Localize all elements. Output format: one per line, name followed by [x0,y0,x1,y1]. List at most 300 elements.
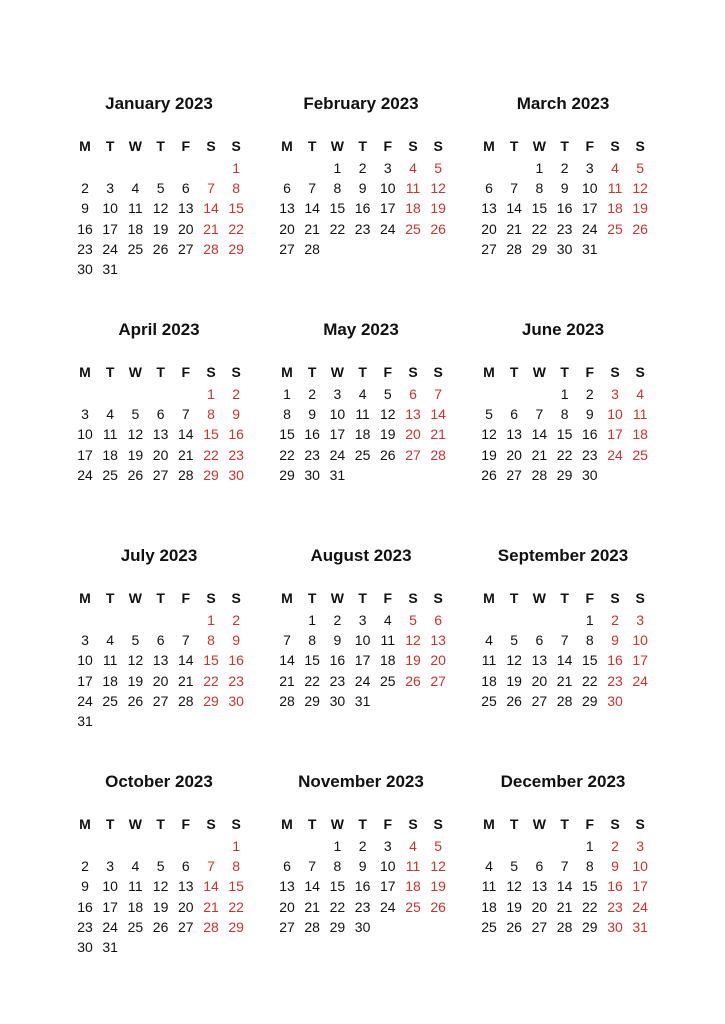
day: 1 [283,386,291,402]
day: 18 [380,652,396,669]
day: 19 [481,446,497,463]
day: 14 [304,878,320,895]
weekday-header: S [408,816,418,832]
month-title: October 2023 [105,772,213,791]
day: 1 [535,160,544,176]
weekday-header: T [105,816,115,832]
day: 10 [77,652,93,669]
day: 17 [354,652,371,669]
weekday-header: T [307,816,317,832]
day: 10 [102,200,118,217]
weekday-header: T [105,364,115,380]
day: 29 [556,466,573,483]
day: 1 [585,612,594,628]
weekday-header: S [408,590,418,606]
day: 25 [127,240,144,257]
day: 3 [383,838,392,854]
weekend-day: 16 [607,878,623,895]
day: 21 [556,672,573,689]
weekend-day: 14 [430,406,446,423]
month-title: December 2023 [500,772,626,791]
day: 12 [152,878,169,895]
weekday-header: S [231,816,241,832]
day: 11 [102,652,118,669]
weekend-day: 10 [632,858,648,875]
day: 25 [481,918,497,935]
day: 6 [181,858,190,875]
day: 3 [358,612,367,628]
day: 15 [329,878,346,895]
day: 8 [283,406,291,423]
day: 10 [582,180,598,197]
day: 20 [531,898,548,915]
weekday-header: T [560,138,569,154]
weekday-header: M [483,816,495,832]
day: 29 [279,466,295,483]
weekend-day: 16 [228,426,244,443]
day: 10 [380,858,396,875]
weekend-day: 24 [607,446,623,463]
weekday-header: F [585,816,595,832]
weekday-header: M [79,364,91,380]
weekday-header: S [231,364,241,380]
weekday-header: T [509,590,519,606]
day: 5 [131,406,140,423]
weekend-day: 22 [228,220,244,237]
weekday-header: T [105,590,115,606]
day: 5 [383,386,392,402]
weekend-day: 18 [405,200,421,217]
weekday-header: T [307,590,317,606]
day: 9 [333,632,342,649]
weekday-header: M [483,138,495,154]
day: 4 [383,612,392,628]
weekday-header: M [483,590,495,606]
weekday-header: W [330,364,344,380]
weekend-day: 26 [632,220,648,237]
weekday-header: M [281,590,293,606]
day: 15 [304,652,320,669]
day: 12 [481,426,497,443]
day: 18 [127,220,144,237]
weekday-header: M [483,364,495,380]
day: 23 [556,220,573,237]
day: 13 [279,200,295,217]
day: 19 [380,426,396,443]
month-title: January 2023 [105,94,213,113]
weekday-header: T [156,138,165,154]
weekend-day: 3 [636,838,645,854]
day: 7 [308,180,317,197]
weekend-day: 15 [203,426,219,443]
weekend-day: 26 [405,672,421,689]
day: 15 [582,878,598,895]
weekday-header: T [560,590,569,606]
day: 8 [333,180,342,197]
day: 24 [582,220,598,237]
weekend-day: 28 [203,918,219,935]
weekday-header: T [307,364,317,380]
day: 24 [102,240,118,257]
day: 8 [535,180,544,197]
weekday-header: F [181,138,191,154]
day: 21 [531,446,548,463]
day: 30 [77,939,93,955]
day: 28 [304,240,320,257]
day: 19 [152,898,169,915]
day: 28 [506,240,522,257]
weekend-day: 18 [405,878,421,895]
weekday-header: T [156,364,165,380]
weekend-day: 12 [430,858,446,875]
day: 7 [181,632,190,649]
day: 13 [481,200,497,217]
weekend-day: 15 [228,878,244,895]
day: 23 [77,918,93,935]
day: 31 [77,713,93,729]
day: 1 [333,160,342,176]
weekday-header: S [206,590,216,606]
day: 23 [77,240,93,257]
day: 8 [585,632,594,649]
day: 15 [329,200,346,217]
weekday-header: F [383,590,393,606]
weekend-day: 21 [203,898,219,915]
weekend-day: 12 [405,632,421,649]
day: 20 [279,898,295,915]
day: 13 [279,878,295,895]
day: 10 [102,878,118,895]
day: 17 [380,200,396,217]
day: 17 [582,200,598,217]
weekend-day: 17 [632,878,648,895]
weekend-day: 7 [207,180,215,197]
day: 14 [556,652,573,669]
weekday-header: S [206,816,216,832]
day: 9 [358,180,367,197]
weekend-day: 4 [636,386,645,402]
weekend-day: 16 [228,652,244,669]
weekend-day: 9 [232,632,241,649]
day: 27 [506,466,522,483]
weekend-day: 3 [611,386,619,402]
day: 10 [77,426,93,443]
day: 22 [582,898,598,915]
day: 26 [127,692,144,709]
day: 9 [585,406,594,423]
day: 22 [329,220,346,237]
weekday-header: W [128,364,142,380]
day: 15 [531,200,548,217]
weekend-day: 7 [434,386,443,402]
month-title: September 2023 [497,546,629,565]
day: 19 [127,672,144,689]
weekend-day: 8 [207,632,215,649]
day: 10 [380,180,396,197]
day: 13 [178,200,194,217]
day: 20 [531,672,548,689]
weekend-day: 25 [405,220,421,237]
weekday-header: F [181,590,191,606]
day: 11 [380,632,396,649]
weekday-header: W [532,364,546,380]
day: 4 [358,386,367,402]
weekday-header: M [281,364,293,380]
weekday-header: W [532,816,546,832]
month-title: April 2023 [118,320,200,339]
day: 24 [354,672,371,689]
weekend-day: 2 [232,612,241,628]
day: 12 [127,652,144,669]
weekend-day: 23 [607,672,623,689]
weekend-day: 5 [409,612,417,628]
day: 20 [178,898,194,915]
weekend-day: 6 [409,386,417,402]
day: 31 [102,939,118,955]
weekend-day: 5 [636,160,645,176]
weekday-header: M [79,138,91,154]
day: 6 [283,180,291,197]
day: 2 [81,858,89,875]
weekday-header: S [610,138,620,154]
weekday-header: T [509,138,519,154]
weekend-day: 13 [405,406,421,423]
weekday-header: M [281,138,293,154]
day: 6 [485,180,493,197]
weekday-header: S [610,590,620,606]
day: 30 [582,466,598,483]
weekday-header: S [635,816,645,832]
day: 6 [510,406,519,423]
day: 3 [383,160,392,176]
weekend-day: 23 [607,898,623,915]
day: 6 [156,632,165,649]
day: 25 [102,692,118,709]
day: 24 [102,918,118,935]
weekend-day: 9 [611,632,619,649]
day: 26 [152,918,169,935]
weekday-header: W [128,816,142,832]
day: 11 [481,652,497,669]
day: 21 [279,672,295,689]
day: 3 [333,386,342,402]
day: 11 [128,200,143,217]
day: 13 [531,878,548,895]
day: 17 [77,672,93,689]
weekend-day: 2 [232,386,241,402]
weekend-day: 14 [203,200,219,217]
weekend-day: 16 [607,652,623,669]
month-title: February 2023 [303,94,419,113]
weekday-header: T [509,364,519,380]
weekday-header: W [330,816,344,832]
weekend-day: 26 [430,898,446,915]
day: 18 [481,672,497,689]
weekday-header: F [181,816,191,832]
day: 1 [308,612,317,628]
day: 5 [510,858,519,875]
day: 7 [510,180,519,197]
weekend-day: 19 [430,878,446,895]
weekend-day: 21 [430,426,446,443]
day: 11 [128,878,143,895]
weekday-header: S [231,590,241,606]
weekday-header: S [635,138,645,154]
day: 6 [535,858,544,875]
day: 14 [279,652,295,669]
weekday-header: W [330,138,344,154]
day: 27 [152,692,169,709]
day: 23 [354,220,371,237]
day: 30 [304,466,320,483]
weekend-day: 24 [632,672,648,689]
month-title: June 2023 [521,320,605,339]
day: 14 [531,426,548,443]
weekend-day: 29 [203,466,219,483]
weekend-day: 1 [207,612,215,628]
weekend-day: 8 [232,180,241,197]
weekend-day: 4 [409,838,417,854]
weekday-header: T [156,816,165,832]
day: 9 [308,406,317,423]
day: 14 [506,200,522,217]
day: 23 [329,672,346,689]
day: 1 [333,838,342,854]
day: 29 [304,692,320,709]
day: 3 [106,858,115,875]
day: 11 [355,406,370,423]
weekday-header: W [128,590,142,606]
weekend-day: 18 [632,426,648,443]
day: 8 [333,858,342,875]
day: 27 [279,240,295,257]
day: 27 [481,240,497,257]
day: 19 [506,898,522,915]
day: 5 [485,406,493,423]
day: 17 [102,898,118,915]
day: 30 [329,692,346,709]
day: 29 [582,918,598,935]
day: 4 [485,858,493,875]
day: 20 [279,220,295,237]
weekend-day: 26 [430,220,446,237]
day: 17 [102,220,118,237]
day: 13 [506,426,522,443]
weekday-header: T [358,816,367,832]
day: 27 [178,918,194,935]
weekend-day: 4 [611,160,619,176]
weekday-header: T [560,816,569,832]
day: 7 [535,406,544,423]
weekday-header: T [307,138,317,154]
weekend-day: 25 [632,446,648,463]
weekend-day: 19 [405,652,421,669]
day: 22 [279,446,295,463]
day: 28 [178,466,194,483]
weekend-day: 8 [207,406,215,423]
weekend-day: 13 [430,632,446,649]
weekend-day: 17 [607,426,623,443]
weekend-day: 2 [611,612,619,628]
weekday-header: W [532,138,546,154]
weekend-day: 10 [607,406,623,423]
day: 26 [380,446,396,463]
day: 23 [354,898,371,915]
day: 21 [506,220,522,237]
day: 14 [556,878,573,895]
weekend-day: 28 [430,446,446,463]
day: 7 [308,858,317,875]
day: 25 [127,918,144,935]
day: 2 [358,838,367,854]
day: 6 [535,632,544,649]
day: 17 [329,426,346,443]
day: 16 [582,426,598,443]
day: 25 [354,446,371,463]
weekend-day: 3 [636,612,645,628]
weekend-day: 30 [228,466,244,483]
day: 18 [354,426,371,443]
day: 29 [329,918,346,935]
month-title: July 2023 [120,546,198,565]
day: 12 [127,426,144,443]
weekend-day: 11 [632,406,648,423]
weekend-day: 29 [228,918,244,935]
weekend-day: 19 [430,200,446,217]
weekday-header: F [383,138,393,154]
weekend-day: 7 [207,858,215,875]
day: 26 [506,692,522,709]
day: 22 [556,446,573,463]
weekend-day: 30 [607,692,623,709]
weekend-day: 29 [203,692,219,709]
day: 3 [81,406,89,423]
weekend-day: 25 [405,898,421,915]
day: 24 [380,220,396,237]
day: 12 [380,406,396,423]
weekday-header: T [358,590,367,606]
day: 14 [178,652,194,669]
month-title: August 2023 [310,546,412,565]
day: 27 [178,240,194,257]
day: 3 [106,180,115,197]
day: 26 [506,918,522,935]
weekend-day: 4 [409,160,417,176]
day: 18 [127,898,144,915]
weekend-day: 30 [607,918,623,935]
day: 23 [582,446,598,463]
day: 16 [354,200,371,217]
day: 22 [582,672,598,689]
day: 13 [152,426,169,443]
day: 28 [279,692,295,709]
weekday-header: M [281,816,293,832]
weekend-day: 24 [632,898,648,915]
day: 13 [178,878,194,895]
weekday-header: F [585,590,595,606]
day: 26 [481,466,497,483]
month-title: March 2023 [516,94,610,113]
weekday-header: S [635,590,645,606]
day: 19 [127,446,144,463]
day: 24 [77,466,93,483]
weekday-header: S [408,138,418,154]
weekend-day: 15 [228,200,244,217]
weekday-header: S [635,364,645,380]
day: 28 [556,918,573,935]
weekend-day: 5 [434,838,443,854]
day: 6 [181,180,190,197]
